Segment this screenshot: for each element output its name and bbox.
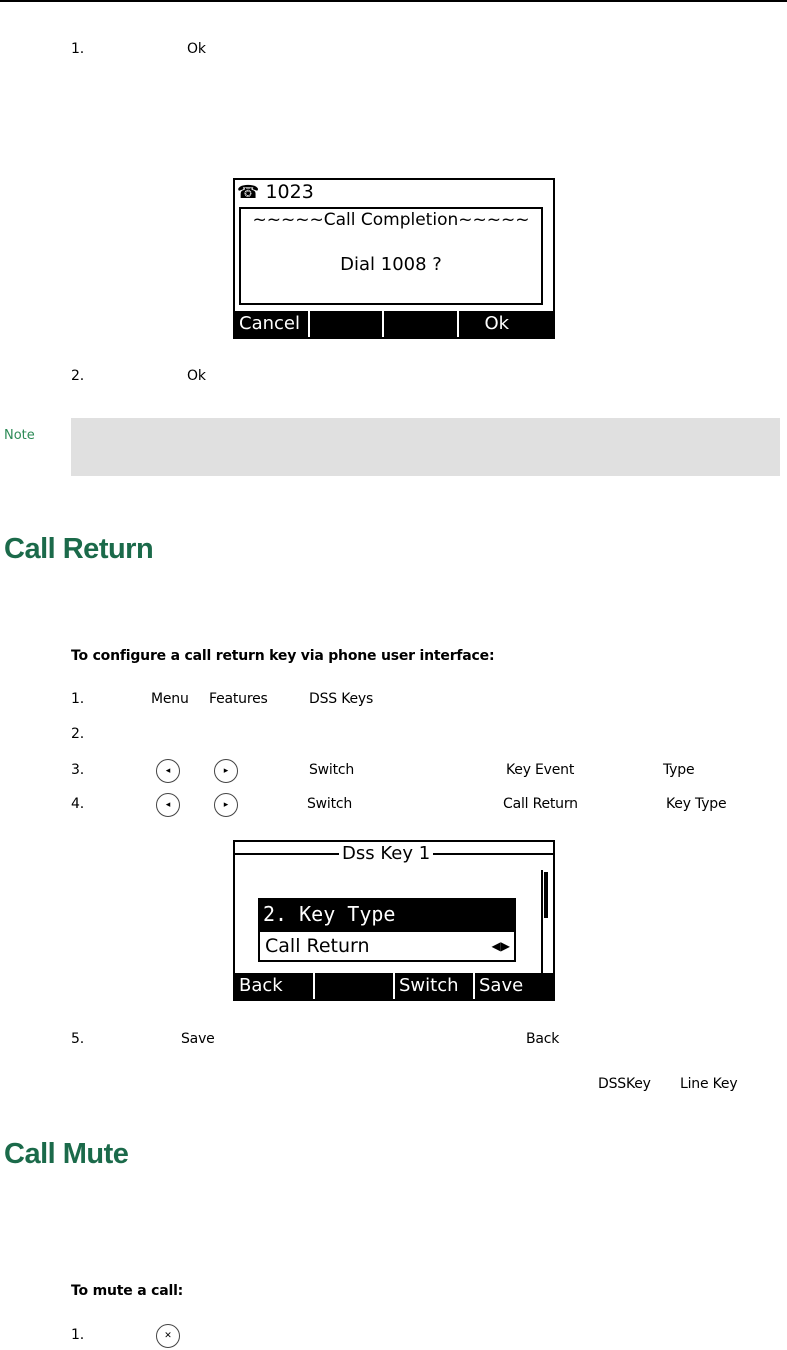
right-navigation-key-icon: ▸ xyxy=(214,793,238,817)
softkey-switch[interactable]: Switch xyxy=(395,973,475,999)
menu-label: Menu xyxy=(151,691,189,707)
back-label: Back xyxy=(526,1031,560,1047)
procedure-heading: To mute a call: xyxy=(71,1283,184,1299)
softkey-bar xyxy=(235,311,553,337)
phone-icon: ☎ xyxy=(237,182,260,203)
note-label: Note xyxy=(4,428,35,443)
softkey-empty[interactable] xyxy=(310,311,385,337)
right-navigation-key-icon: ▸ xyxy=(214,759,238,783)
softkey-empty[interactable] xyxy=(384,311,459,337)
softkey-cancel[interactable]: Cancel xyxy=(235,311,310,337)
softkey-save[interactable]: Save xyxy=(479,975,524,996)
softkey-bar xyxy=(235,973,553,999)
line-key-label: Line Key xyxy=(680,1076,738,1092)
step-number: 1. xyxy=(71,41,84,57)
procedure-heading: To configure a call return key via phone user interface: xyxy=(71,648,495,664)
key-type-label: Key Type xyxy=(666,796,727,812)
dialog-message: Dial 1008 ? xyxy=(340,254,442,275)
dss-keys-label: DSS Keys xyxy=(309,691,374,707)
switch-label: Switch xyxy=(307,796,353,812)
section-heading-call-mute: Call Mute xyxy=(4,1138,129,1170)
dialog-box xyxy=(239,207,543,305)
section-heading-call-return: Call Return xyxy=(4,533,154,565)
scrollbar-thumb[interactable] xyxy=(544,872,548,918)
key-event-label: Key Event xyxy=(506,762,575,778)
mute-key-icon: ✕ xyxy=(156,1324,180,1348)
key-type-value-field[interactable] xyxy=(258,930,516,962)
softkey-empty[interactable] xyxy=(315,973,395,999)
step-number: 2. xyxy=(71,726,84,742)
step-number: 4. xyxy=(71,796,84,812)
step-number: 2. xyxy=(71,368,84,384)
scrollbar[interactable] xyxy=(541,870,553,974)
softkey-back[interactable]: Back xyxy=(235,973,315,999)
left-navigation-key-icon: ◂ xyxy=(156,793,180,817)
dsskey-label: DSSKey xyxy=(598,1076,651,1092)
features-label: Features xyxy=(209,691,268,707)
call-return-label: Call Return xyxy=(503,796,578,812)
save-label: Save xyxy=(181,1031,215,1047)
left-navigation-key-icon: ◂ xyxy=(156,759,180,783)
softkey-ok[interactable]: Ok xyxy=(484,313,510,334)
step-number: 1. xyxy=(71,1327,84,1343)
page-top-rule xyxy=(0,0,787,2)
step-number: 1. xyxy=(71,691,84,707)
phone-screen-dss-key xyxy=(233,840,555,1001)
phone-screen-call-completion xyxy=(233,178,555,339)
type-label: Type xyxy=(663,762,695,778)
line-indicator xyxy=(237,180,314,204)
note-box xyxy=(71,418,780,476)
key-type-value: Call Return xyxy=(265,935,370,957)
selected-menu-item[interactable]: 2. Key Type xyxy=(258,898,516,930)
line-number: 1023 xyxy=(265,181,314,203)
screen-title: Dss Key 1 xyxy=(339,842,433,866)
ok-key-label: Ok xyxy=(187,368,206,384)
step-number: 3. xyxy=(71,762,84,778)
left-right-arrows-icon: ◀▶ xyxy=(491,939,510,953)
step-number: 5. xyxy=(71,1031,84,1047)
dialog-title: ~~~~~Call Completion~~~~~ xyxy=(252,210,530,230)
ok-key-label: Ok xyxy=(187,41,206,57)
switch-label: Switch xyxy=(309,762,355,778)
